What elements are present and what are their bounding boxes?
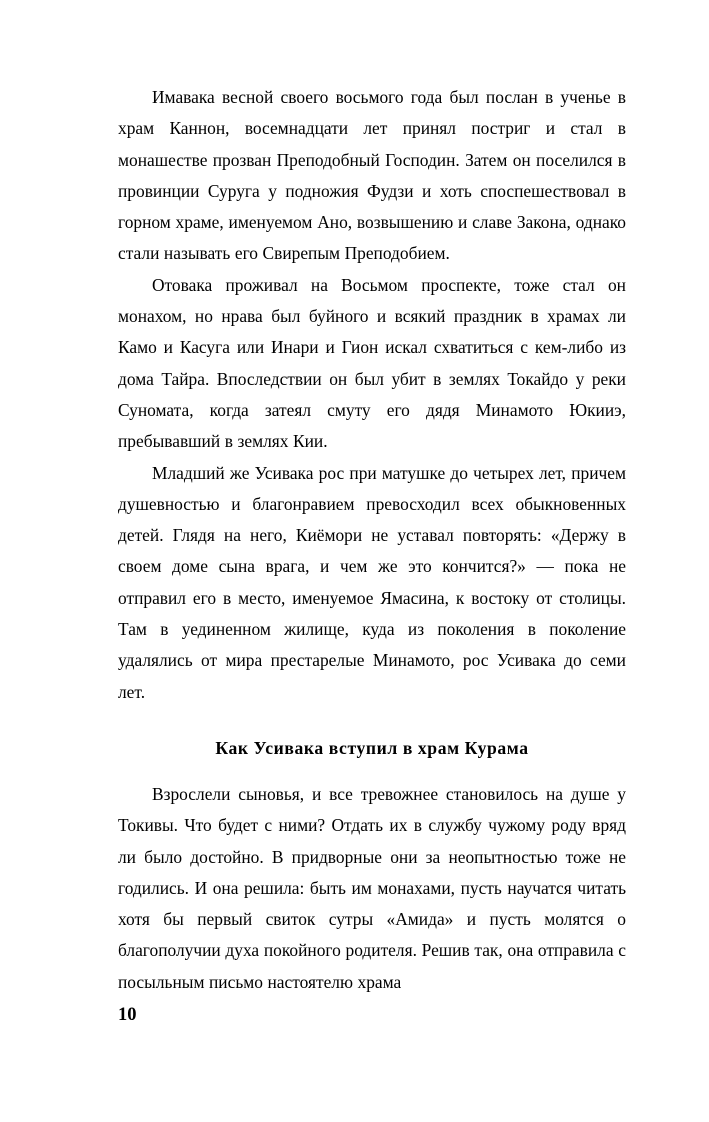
paragraph: Взрослели сыновья, и все тревожнее становилось на душе у Токивы. Что будет с ними? Отдать их в службу чужому роду вряд ли было достойно. В придворные они за неопытностью тоже не годились. И она решила: быть им монахами, пусть научатся читать хотя бы первый свиток сутры «Амида» и пусть молятся о благополучии духа покойного родителя. Решив так, она отправила с посыльным письмо настоятелю храма (118, 783, 626, 992)
page-text-block (118, 82, 626, 998)
paragraph: Младший же Усивака рос при матушке до четырех лет, причем душевностью и благонравием превосходил всех обыкновенных детей. Глядя на него, Киёмори не уставал повторять: «Держу в своем доме сына врага, и чем же это кончится?» — пока не отправил его в место, именуемое Ямасина, к востоку от столицы. Там в уединенном жилище, куда из поколения в поколение удалялись от мира престарелые Минамото, рос Усивака до семи лет. (118, 462, 626, 702)
page-number: 10 (118, 1005, 137, 1025)
paragraph: Имавака весной своего восьмого года был послан в ученье в храм Каннон, восемнадцати лет принял постриг и стал в монашестве прозван Преподобный Господин. Затем он поселился в провинции Суруга у подножия Фудзи и хоть споспешествовал в горном храме, именуемом Ано, возвышению и славе Закона, однако стали называть его Свирепым Преподобием. (118, 87, 626, 264)
section-heading: Как Усивака вступил в храм Курама (215, 737, 529, 758)
paragraph: Отовака проживал на Восьмом проспекте, тоже стал он монахом, но нрава был буйного и всякий праздник в храмах ли Камо и Касуга или Инари и Гион искал схватиться с кем-либо из дома Тайра. Впоследствии он был убит в землях Токайдо у реки Суномата, когда затеял смуту его дядя Минамото Юкииэ, пребывавший в землях Кии. (118, 274, 626, 452)
